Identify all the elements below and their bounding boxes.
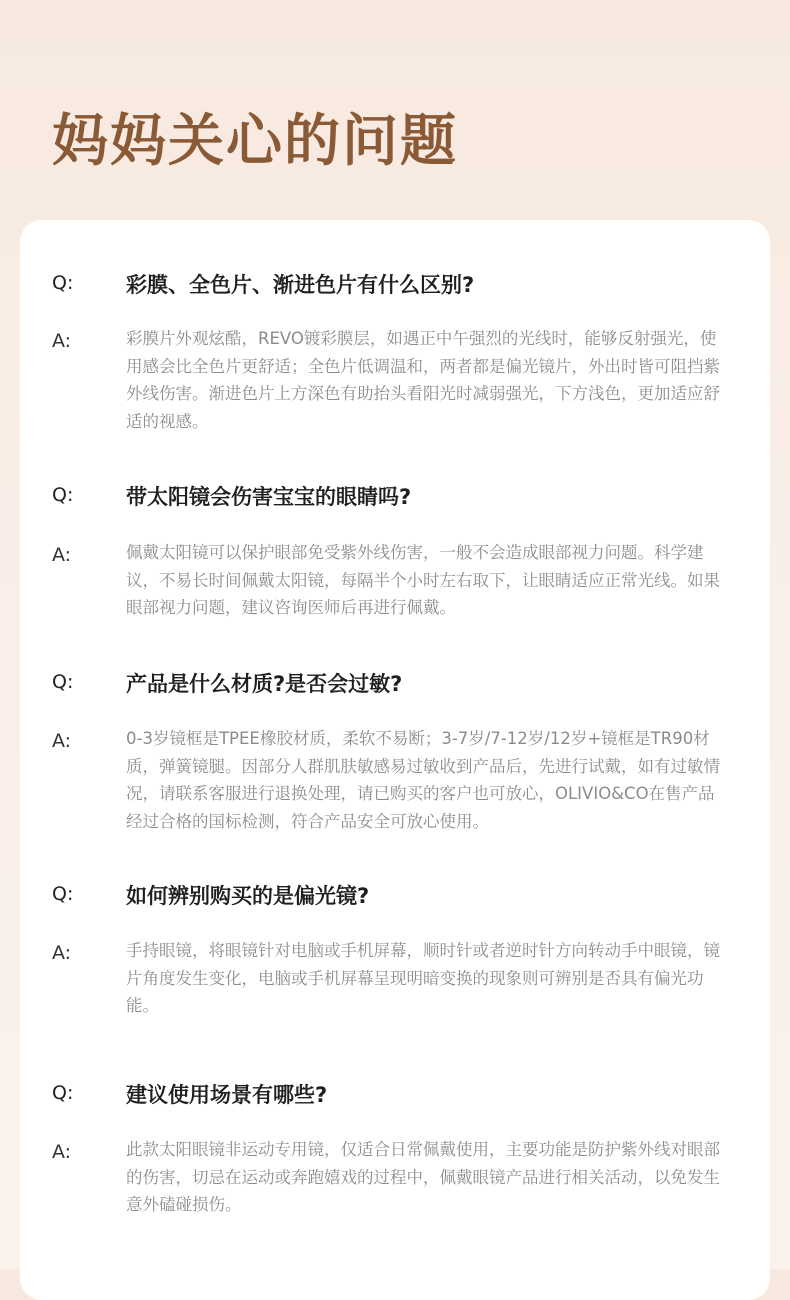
- question-label: Q:: [52, 484, 74, 506]
- answer-label: A:: [52, 330, 72, 352]
- answer-label: A:: [52, 942, 72, 964]
- faq-answer: 此款太阳眼镜非运动专用镜，仅适合日常佩戴使用，主要功能是防护紫外线对眼部的伤害，切忌在运动或奔跑嬉戏的过程中，佩戴眼镜产品进行相关活动，以免发生意外磕碰损伤。: [126, 1140, 720, 1214]
- faq-answer: 手持眼镜，将眼镜针对电脑或手机屏幕，顺时针或者逆时针方向转动手中眼镜，镜片角度发生变化，电脑或手机屏幕呈现明暗变换的现象则可辨别是否具有偏光功能。: [126, 941, 720, 1015]
- question-label: Q:: [52, 671, 74, 693]
- answer-label: A:: [52, 1141, 72, 1163]
- faq-card: [20, 220, 770, 1300]
- faq-question: 如何辨别购买的是偏光镜?: [126, 884, 370, 908]
- faq-question: 建议使用场景有哪些?: [126, 1083, 328, 1107]
- page-title: 妈妈关心的问题: [52, 109, 458, 174]
- faq-question: 带太阳镜会伤害宝宝的眼睛吗?: [126, 485, 412, 509]
- question-label: Q:: [52, 883, 74, 905]
- question-label: Q:: [52, 1082, 74, 1104]
- answer-label: A:: [52, 730, 72, 752]
- faq-question: 彩膜、全色片、渐进色片有什么区别?: [126, 273, 475, 297]
- answer-label: A:: [52, 544, 72, 566]
- faq-answer: 彩膜片外观炫酷，REVO镀彩膜层，如遇正中午强烈的光线时，能够反射强光，使用感会比全色片更舒适；全色片低调温和，两者都是偏光镜片，外出时皆可阻挡紫外线伤害。渐进色片上方深色有助抬头看阳光时减弱强光，下方浅色，更加适应舒适的视感。: [126, 329, 720, 431]
- faq-question: 产品是什么材质?是否会过敏?: [126, 672, 403, 696]
- faq-answer: 佩戴太阳镜可以保护眼部免受紫外线伤害，一般不会造成眼部视力问题。科学建议，不易长时间佩戴太阳镜，每隔半个小时左右取下，让眼睛适应正常光线。如果眼部视力问题，建议咨询医师后再进行佩戴。: [126, 543, 720, 617]
- faq-answer: 0-3岁镜框是TPEE橡胶材质，柔软不易断；3-7岁/7-12岁/12岁+镜框是TR90材质，弹簧镜腿。因部分人群肌肤敏感易过敏收到产品后，先进行试戴，如有过敏情况，请联系客服进行退换处理，请已购买的客户也可放心，OLIVIO&CO在售产品经过合格的国标检测，符合产品安全可放心使用。: [126, 729, 720, 831]
- question-label: Q:: [52, 272, 74, 294]
